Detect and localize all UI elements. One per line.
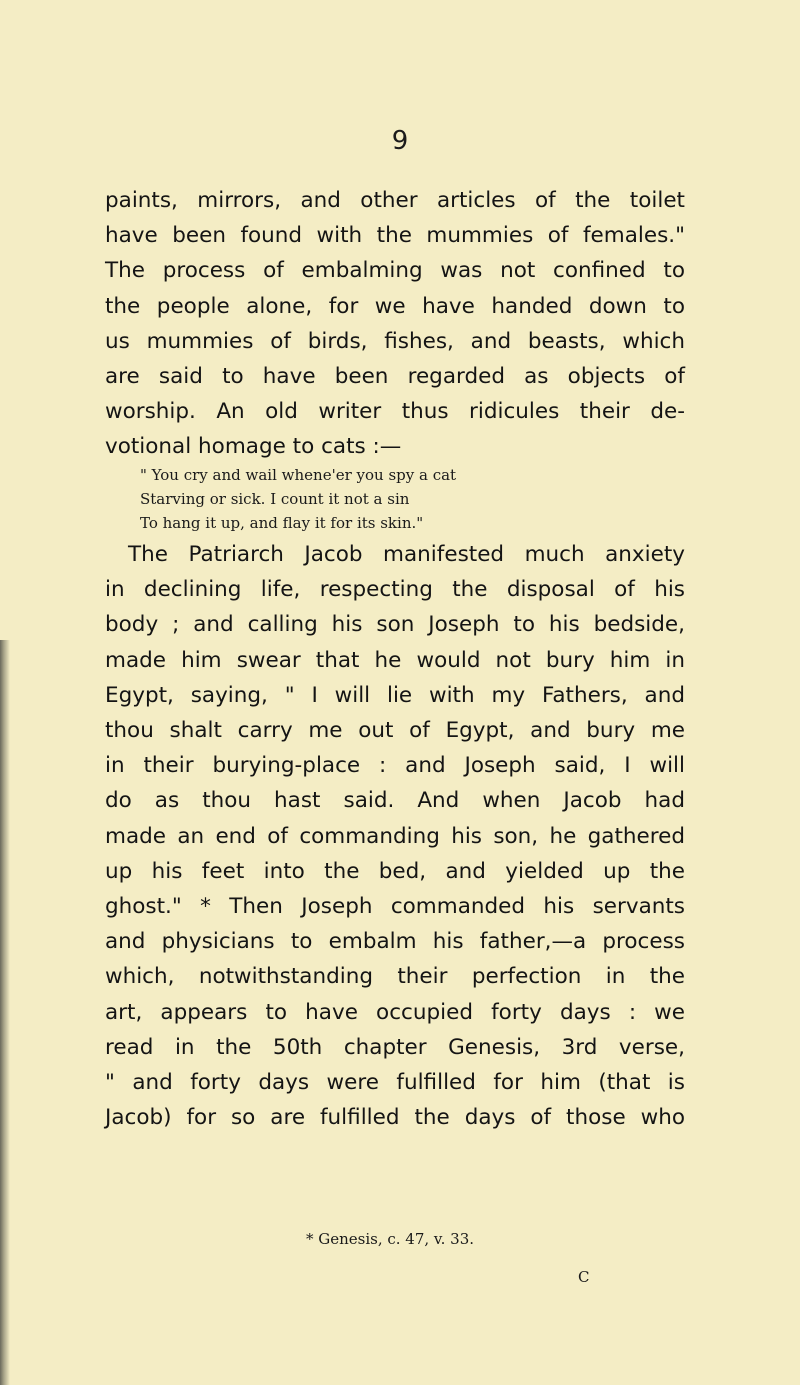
- text-line: ghost." * Then Joseph commanded his servants: [105, 894, 685, 920]
- text-line: thou shalt carry me out of Egypt, and bury me: [105, 718, 685, 744]
- paragraph-2: [105, 537, 685, 1135]
- text-line: " and forty days were fulfilled for him (that is: [105, 1070, 685, 1096]
- text-line: have been found with the mummies of females.": [105, 223, 685, 249]
- text-line: paints, mirrors, and other articles of the toilet: [105, 188, 685, 213]
- text-line: art, appears to have occupied forty days : we: [105, 999, 685, 1025]
- text-line: made an end of commanding his son, he gathered: [105, 823, 685, 849]
- text-line: are said to have been regarded as objects of: [105, 364, 685, 390]
- text-line: in their burying-place : and Joseph said, I will: [105, 753, 685, 779]
- text-line: Egypt, saying, " I will lie with my Fathers, and: [105, 682, 685, 708]
- verse-line: To hang it up, and flay it for its skin.": [140, 514, 424, 532]
- verse-line: " You cry and wail whene'er you spy a cat: [140, 466, 457, 484]
- text-line: made him swear that he would not bury him in: [105, 647, 685, 673]
- text-line: up his feet into the bed, and yielded up the: [105, 858, 685, 884]
- text-line: votional homage to cats :—: [105, 434, 402, 460]
- page-edge-shadow: [0, 640, 10, 1385]
- paragraph-1: [105, 183, 685, 465]
- text-line: and physicians to embalm his father,—a process: [105, 929, 685, 955]
- text-line: body ; and calling his son Joseph to his bedside,: [105, 612, 685, 638]
- text-line: which, notwithstanding their perfection in the: [105, 964, 685, 990]
- text-line: us mummies of birds, fishes, and beasts, which: [105, 328, 685, 354]
- text-line: The Patriarch Jacob manifested much anxiety: [128, 542, 685, 567]
- text-line: read in the 50th chapter Genesis, 3rd verse,: [105, 1034, 685, 1060]
- text-line: The process of embalming was not confined to: [105, 258, 685, 284]
- text-line: in declining life, respecting the disposal of his: [105, 577, 685, 603]
- verse-line: Starving or sick. I count it not a sin: [140, 490, 410, 508]
- page-number: 9: [391, 126, 409, 156]
- footnote: * Genesis, c. 47, v. 33.: [305, 1230, 475, 1248]
- text-line: the people alone, for we have handed down to: [105, 293, 685, 319]
- text-line: worship. An old writer thus ridicules their de-: [105, 399, 685, 425]
- signature-mark: C: [578, 1268, 590, 1286]
- verse-quotation: [140, 463, 560, 535]
- text-line: Jacob) for so are fulfilled the days of those who: [105, 1105, 685, 1131]
- text-line: do as thou hast said. And when Jacob had: [105, 788, 685, 814]
